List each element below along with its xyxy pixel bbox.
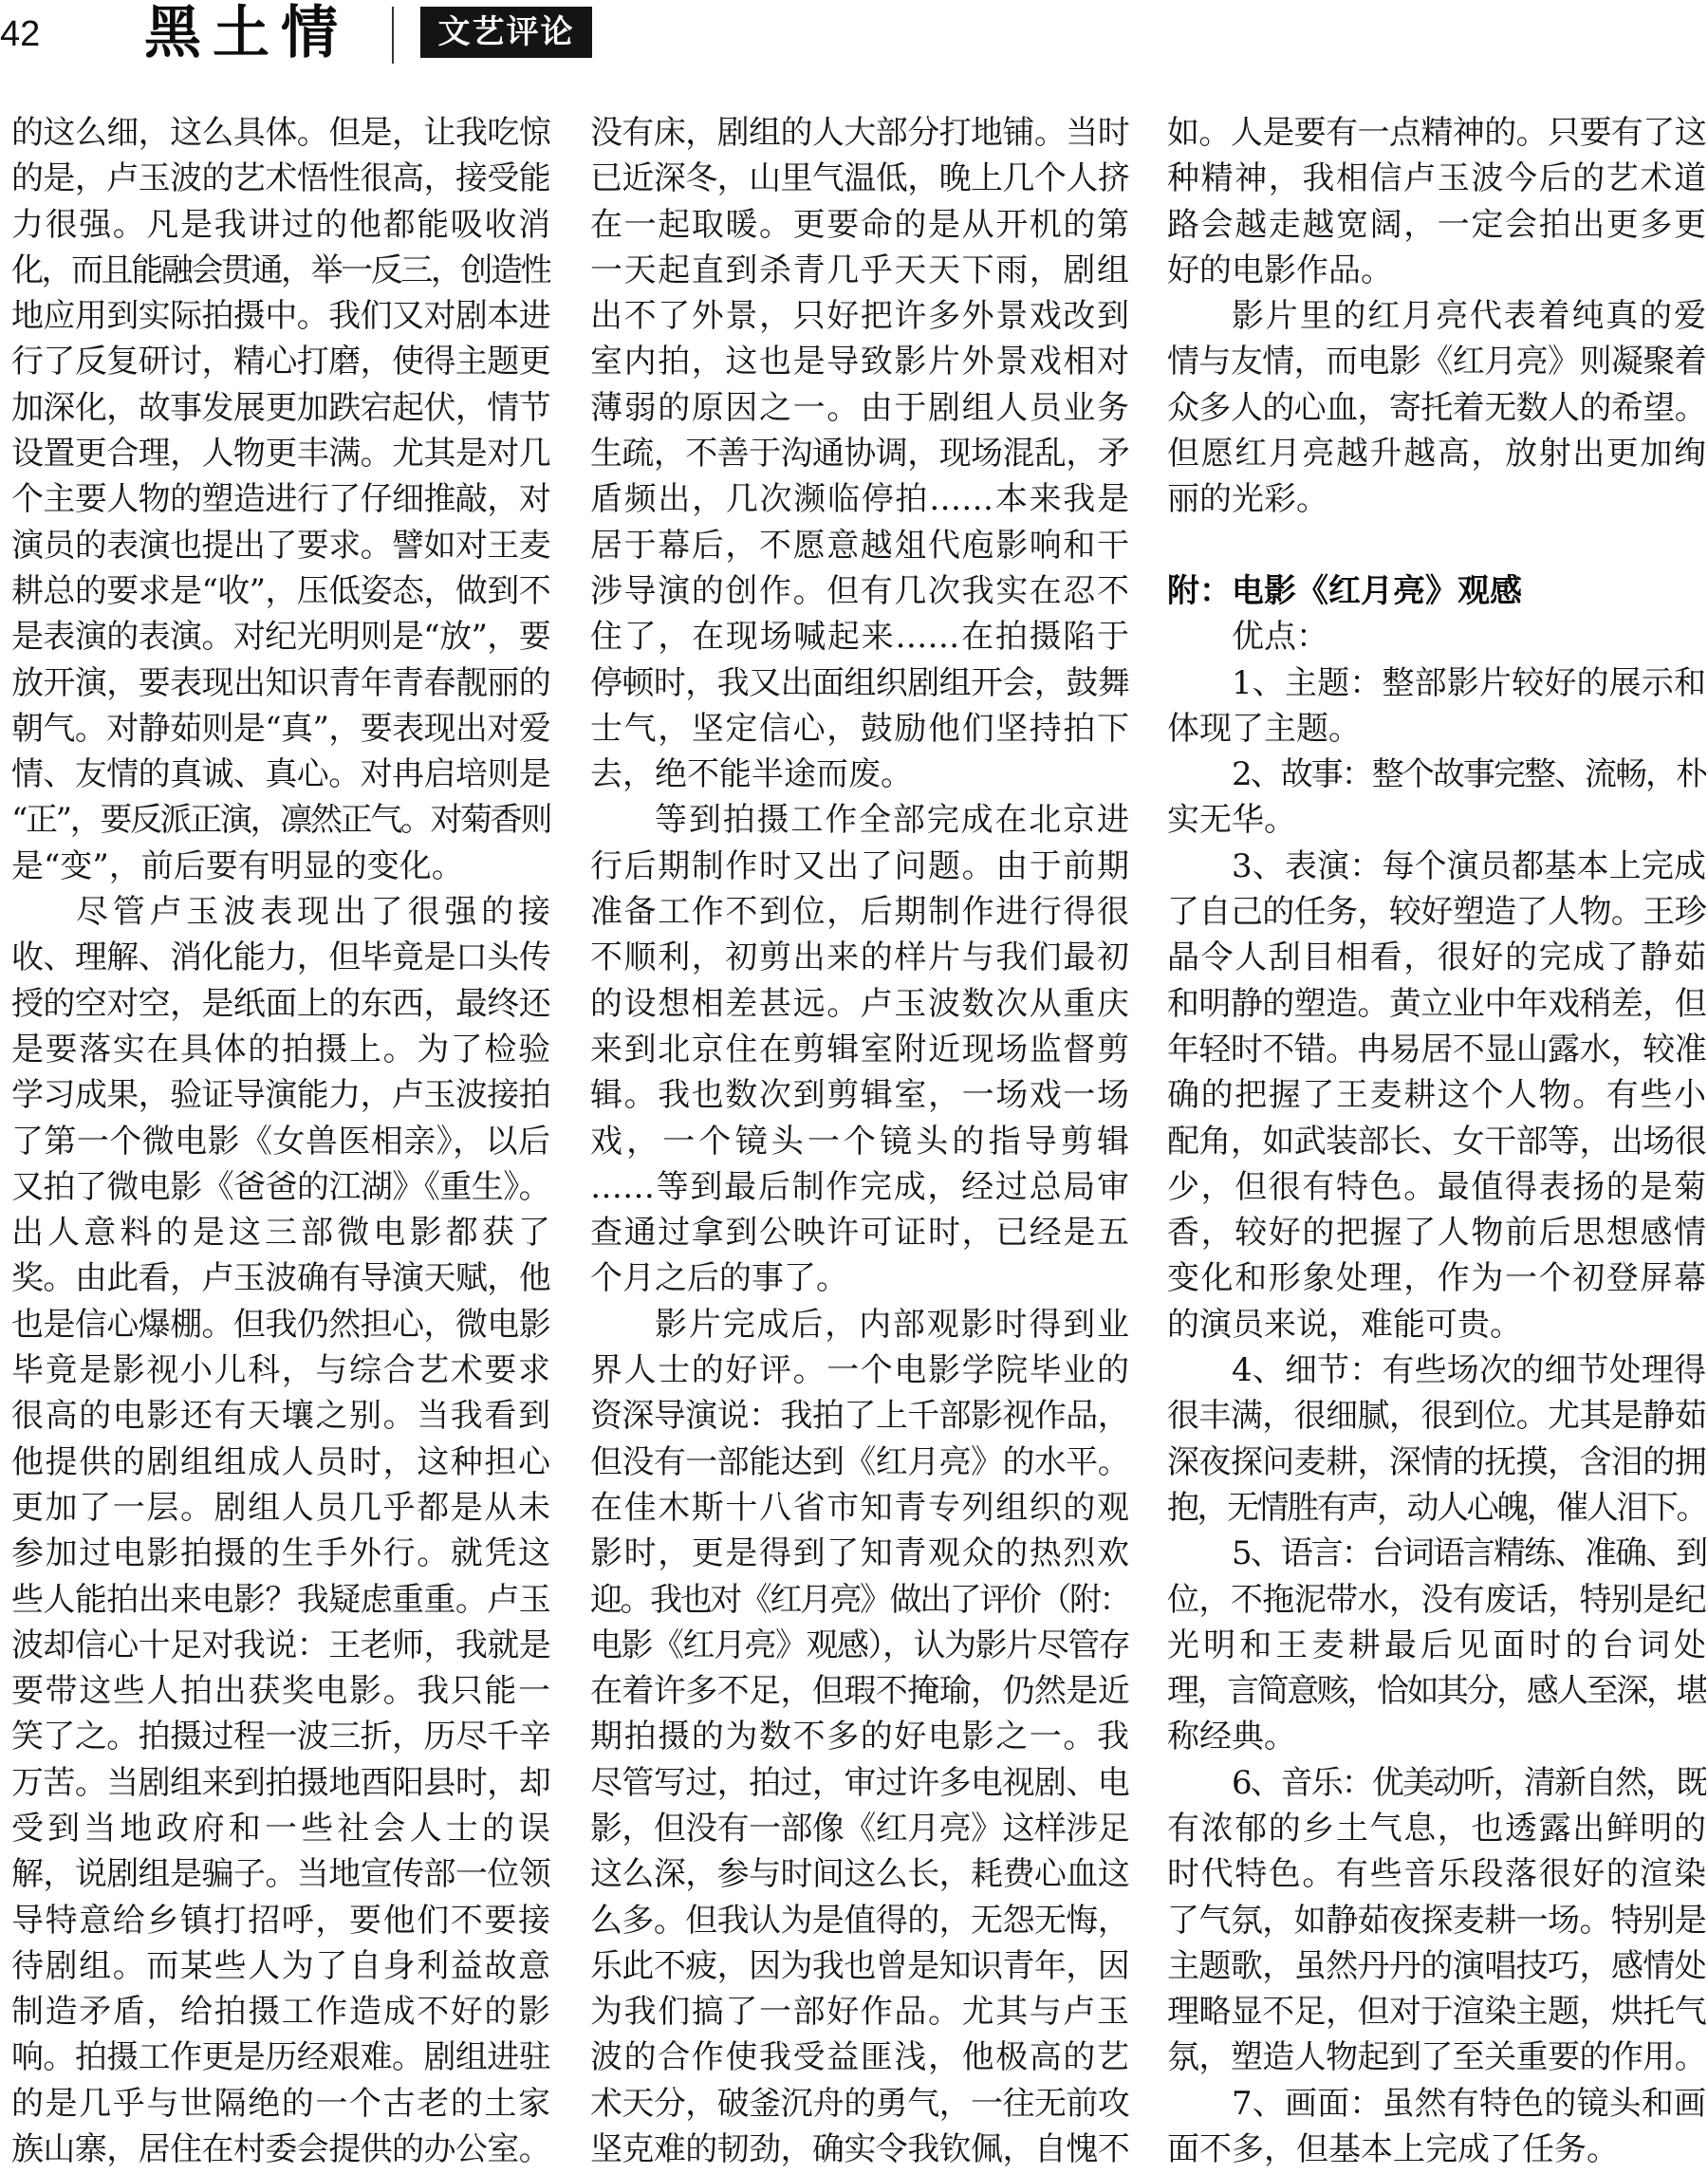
- text-line: 坚克难的韧劲，确实令我钦佩，自愧不: [590, 2130, 1129, 2169]
- text-line: “正”，要反派正演，凛然正气。对菊香则: [11, 801, 550, 840]
- text-line: 丽的光彩。: [1167, 480, 1328, 519]
- text-line: 情、友情的真诚、真心。对冉启培则是: [11, 755, 550, 794]
- text-line: 迎。我也对《红月亮》做出了评价（附：: [590, 1580, 1129, 1619]
- text-line: 的演员来说，难能可贵。: [1167, 1305, 1522, 1344]
- text-line: 如。人是要有一点精神的。只要有了这: [1167, 114, 1706, 152]
- text-line: 些人能拍出来电影？我疑虑重重。卢玉: [11, 1580, 550, 1619]
- paragraph: [1167, 2081, 1706, 2173]
- text-line: 2、故事：整个故事完整、流畅，朴: [1232, 755, 1706, 794]
- text-line: 笑了之。拍摄过程一波三折，历尽千辛: [11, 1718, 550, 1756]
- text-line: 和明静的塑造。黄立业中年戏稍差，但: [1167, 984, 1706, 1023]
- text-line: 位，不拖泥带水，没有废话，特别是纪: [1167, 1580, 1706, 1619]
- text-line: 但愿红月亮越升越高，放射出更加绚: [1167, 435, 1706, 474]
- text-line: 参加过电影拍摄的生手外行。就凭这: [11, 1534, 550, 1573]
- paragraph: [1167, 110, 1706, 293]
- text-line: 主题歌，虽然丹丹的演唱技巧，感情处: [1167, 1946, 1706, 1985]
- text-line: 种精神，我相信卢玉波今后的艺术道: [1167, 159, 1706, 198]
- text-line: 在一起取暖。更要命的是从开机的第: [590, 205, 1129, 244]
- text-line: 的是几乎与世隔绝的一个古老的土家: [11, 2084, 550, 2123]
- text-line: ……等到最后制作完成，经过总局审: [590, 1167, 1129, 1206]
- text-line: 去，绝不能半途而废。: [590, 755, 913, 794]
- text-line: 准备工作不到位，后期制作进行得很: [590, 893, 1129, 932]
- text-line: 奖。由此看，卢玉波确有导演天赋，他: [11, 1259, 550, 1298]
- text-line: 好的电影作品。: [1167, 251, 1393, 289]
- text-line: 更加了一层。剧组人员几乎都是从未: [11, 1488, 550, 1527]
- text-line: 时代特色。有些音乐段落很好的渲染: [1167, 1855, 1706, 1894]
- text-line: 但没有一部能达到《红月亮》的水平。: [590, 1442, 1129, 1481]
- text-line: 路会越走越宽阔，一定会拍出更多更: [1167, 205, 1706, 244]
- paragraph: [1167, 660, 1706, 753]
- text-line: 授的空对空，是纸面上的东西，最终还: [11, 984, 550, 1023]
- text-line: 薄弱的原因之一。由于剧组人员业务: [590, 388, 1129, 427]
- text-line: 出不了外景，只好把许多外景戏改到: [590, 297, 1129, 336]
- text-line: 盾频出，几次濒临停拍……本来我是: [590, 480, 1129, 519]
- text-line: 辑。我也数次到剪辑室，一场戏一场: [590, 1076, 1129, 1115]
- text-column: [11, 110, 550, 2172]
- text-line: 为我们搞了一部好作品。尤其与卢玉: [590, 1993, 1129, 2032]
- text-line: 电影《红月亮》观感），认为影片尽管存: [590, 1626, 1129, 1664]
- text-line: 解，说剧组是骗子。当地宣传部一位领: [11, 1855, 550, 1894]
- text-line: 了气氛，如静茹夜探麦耕一场。特别是: [1167, 1901, 1706, 1940]
- text-line: 生疏，不善于沟通协调，现场混乱，矛: [590, 435, 1129, 474]
- text-line: 涉导演的创作。但有几次我实在忍不: [590, 571, 1129, 610]
- text-line: 影时，更是得到了知青观众的热烈欢: [590, 1534, 1129, 1573]
- text-line: 响。拍摄工作更是历经艰难。剧组进驻: [11, 2038, 550, 2077]
- text-line: 抱，无情胜有声，动人心魄，催人泪下。: [1167, 1488, 1706, 1527]
- text-line: 加深化，故事发展更加跌宕起伏，情节: [11, 388, 550, 427]
- text-line: 波却信心十足对我说：王老师，我就是: [11, 1626, 550, 1664]
- paragraph: [1167, 844, 1706, 1347]
- paragraph: [1167, 752, 1706, 844]
- text-line: 1、主题：整部影片较好的展示和: [1232, 663, 1706, 702]
- text-line: 么多。但我认为是值得的，无怨无悔，: [590, 1901, 1129, 1940]
- paragraph: [590, 797, 1129, 1301]
- text-line: 没有床，剧组的人大部分打地铺。当时: [590, 114, 1129, 152]
- text-line: 收、理解、消化能力，但毕竟是口头传: [11, 938, 550, 977]
- text-line: 一天起直到杀青几乎天天下雨，剧组: [590, 251, 1129, 289]
- text-line: 要带这些人拍出获奖电影。我只能一: [11, 1672, 550, 1711]
- text-line: 查通过拿到公映许可证时，已经是五: [590, 1214, 1129, 1253]
- header-divider: [392, 7, 394, 64]
- text-line: 个主要人物的塑造进行了仔细推敲，对: [11, 480, 550, 519]
- text-line: 学习成果，验证导演能力，卢玉波接拍: [11, 1076, 550, 1115]
- text-line: 出人意料的是这三部微电影都获了: [11, 1214, 550, 1253]
- text-line: 士气，坚定信心，鼓励他们坚持拍下: [590, 709, 1129, 748]
- text-line: 5、语言：台词语言精练、准确、到: [1232, 1534, 1706, 1573]
- text-line: 的是，卢玉波的艺术悟性很高，接受能: [11, 159, 550, 198]
- text-line: 配角，如武装部长、女干部等，出场很: [1167, 1122, 1706, 1161]
- text-line: 很丰满，很细腻，很到位。尤其是静茹: [1167, 1397, 1706, 1436]
- text-line: 有浓郁的乡土气息，也透露出鲜明的: [1167, 1809, 1706, 1848]
- text-line: 优点：: [1232, 618, 1328, 657]
- text-line: 情与友情，而电影《红月亮》则凝聚着: [1167, 343, 1706, 381]
- text-line: 力很强。凡是我讲过的他都能吸收消: [11, 205, 550, 244]
- text-line: 是要落实在具体的拍摄上。为了检验: [11, 1030, 550, 1068]
- text-line: 面不多，但基本上完成了任务。: [1167, 2130, 1619, 2169]
- text-line: 影片完成后，内部观影时得到业: [655, 1305, 1129, 1344]
- text-line: 少，但很有特色。最值得表扬的是菊: [1167, 1167, 1706, 1206]
- text-line: 3、表演：每个演员都基本上完成: [1232, 846, 1706, 885]
- text-line: 居于幕后，不愿意越俎代庖影响和干: [590, 526, 1129, 565]
- text-line: 很高的电影还有天壤之别。当我看到: [11, 1397, 550, 1436]
- text-line: 尽管卢玉波表现出了很强的接: [76, 893, 550, 932]
- text-line: 体现了主题。: [1167, 709, 1361, 748]
- text-line: 波的合作使我受益匪浅，他极高的艺: [590, 2038, 1129, 2077]
- text-line: 附：电影《红月亮》观感: [1167, 571, 1522, 610]
- text-line: 6、音乐：优美动听，清新自然，既: [1232, 1763, 1706, 1802]
- text-line: 受到当地政府和一些社会人士的误: [11, 1809, 550, 1848]
- text-line: 耕总的要求是“收”，压低姿态，做到不: [11, 571, 550, 610]
- text-line: 年轻时不错。冉易居不显山露水，较准: [1167, 1030, 1706, 1068]
- text-line: 住了，在现场喊起来……在拍摄陷于: [590, 618, 1129, 657]
- text-line: 资深导演说：我拍了上千部影视作品，: [590, 1397, 1129, 1436]
- paragraph: [1167, 1760, 1706, 2081]
- text-line: 朝气。对静茹则是“真”，要表现出对爱: [11, 709, 550, 748]
- text-column: [590, 110, 1129, 2172]
- text-line: 这么深，参与时间这么长，耗费心血这: [590, 1855, 1129, 1894]
- text-line: 理略显不足，但对于渲染主题，烘托气: [1167, 1993, 1706, 2032]
- text-line: 万苦。当剧组来到拍摄地酉阳县时，却: [11, 1763, 550, 1802]
- paragraph: [11, 110, 550, 889]
- text-line: 停顿时，我又出面组织剧组开会，鼓舞: [590, 663, 1129, 702]
- text-line: 是“变”，前后要有明显的变化。: [11, 846, 464, 885]
- text-line: 影片里的红月亮代表着纯真的爱: [1232, 297, 1706, 336]
- text-line: 众多人的心血，寄托着无数人的希望。: [1167, 388, 1706, 427]
- magazine-logo: 黑土情: [144, 0, 349, 66]
- text-line: 导特意给乡镇打招呼，要他们不要接: [11, 1901, 550, 1940]
- text-line: 期拍摄的为数不多的好电影之一。我: [590, 1718, 1129, 1756]
- page-number: 42: [0, 14, 41, 54]
- text-line: 室内拍，这也是导致影片外景戏相对: [590, 343, 1129, 381]
- text-line: 7、画面：虽然有特色的镜头和画: [1232, 2084, 1706, 2123]
- text-line: 确的把握了王麦耕这个人物。有些小: [1167, 1076, 1706, 1115]
- text-line: 族山寨，居住在村委会提供的办公室。: [11, 2130, 550, 2169]
- appendix-heading: [1167, 568, 1706, 614]
- text-line: 4、细节：有些场次的细节处理得: [1232, 1351, 1706, 1390]
- text-column: [1167, 110, 1706, 2172]
- text-line: 化，而且能融会贯通，举一反三，创造性: [11, 251, 550, 289]
- text-line: 待剧组。而某些人为了自身利益故意: [11, 1946, 550, 1985]
- text-line: 是表演的表演。对纪光明则是“放”，要: [11, 618, 550, 657]
- text-line: 了第一个微电影《女兽医相亲》，以后: [11, 1122, 550, 1161]
- text-line: 行了反复研讨，精心打磨，使得主题更: [11, 343, 550, 381]
- text-line: 理，言简意赅，恰如其分，感人至深，堪: [1167, 1672, 1706, 1711]
- text-line: 制造矛盾，给拍摄工作造成不好的影: [11, 1993, 550, 2032]
- text-line: 个月之后的事了。: [590, 1259, 848, 1298]
- text-line: 来到北京住在剪辑室附近现场监督剪: [590, 1030, 1129, 1068]
- text-line: 地应用到实际拍摄中。我们又对剧本进: [11, 297, 550, 336]
- paragraph: [1167, 1347, 1706, 1531]
- text-line: 氛，塑造人物起到了至关重要的作用。: [1167, 2038, 1706, 2077]
- text-line: 等到拍摄工作全部完成在北京进: [655, 801, 1129, 840]
- paragraph: [590, 1302, 1129, 2173]
- text-line: 尽管写过，拍过，审过许多电视剧、电: [590, 1763, 1129, 1802]
- text-line: 放开演，要表现出知识青年青春靓丽的: [11, 663, 550, 702]
- text-line: 不顺利，初剪出来的样片与我们最初: [590, 938, 1129, 977]
- text-line: 乐此不疲，因为我也曾是知识青年，因: [590, 1946, 1129, 1985]
- section-label: 文艺评论: [420, 7, 592, 58]
- text-line: 又拍了微电影《爸爸的江湖》《重生》。: [11, 1167, 550, 1206]
- text-line: 影，但没有一部像《红月亮》这样涉足: [590, 1809, 1129, 1848]
- paragraph: [1167, 1531, 1706, 1759]
- text-line: 他提供的剧组组成人员时，这种担心: [11, 1442, 550, 1481]
- text-line: 术天分，破釜沉舟的勇气，一往无前攻: [590, 2084, 1129, 2123]
- text-line: 深夜探问麦耕，深情的抚摸，含泪的拥: [1167, 1442, 1706, 1481]
- paragraph: [1167, 614, 1706, 660]
- text-line: 毕竟是影视小儿科，与综合艺术要求: [11, 1351, 550, 1390]
- text-line: 实无华。: [1167, 801, 1296, 840]
- text-line: 界人士的好评。一个电影学院毕业的: [590, 1351, 1129, 1390]
- text-line: 了自己的任务，较好塑造了人物。王珍: [1167, 893, 1706, 932]
- text-line: 演员的表演也提出了要求。譬如对王麦: [11, 526, 550, 565]
- text-line: 的设想相差甚远。卢玉波数次从重庆: [590, 984, 1129, 1023]
- paragraph: [590, 110, 1129, 797]
- text-line: 在佳木斯十八省市知青专列组织的观: [590, 1488, 1129, 1527]
- text-line: 也是信心爆棚。但我仍然担心，微电影: [11, 1305, 550, 1344]
- text-line: 戏，一个镜头一个镜头的指导剪辑: [590, 1122, 1129, 1161]
- text-line: 设置更合理，人物更丰满。尤其是对几: [11, 435, 550, 474]
- text-line: 变化和形象处理，作为一个初登屏幕: [1167, 1259, 1706, 1298]
- text-line: 光明和王麦耕最后见面时的台词处: [1167, 1626, 1706, 1664]
- text-line: 香，较好的把握了人物前后思想感情: [1167, 1214, 1706, 1253]
- paragraph: [11, 889, 550, 2172]
- text-line: 晶令人刮目相看，很好的完成了静茹: [1167, 938, 1706, 977]
- text-line: 行后期制作时又出了问题。由于前期: [590, 846, 1129, 885]
- text-line: 已近深冬，山里气温低，晚上几个人挤: [590, 159, 1129, 198]
- paragraph: [1167, 293, 1706, 522]
- text-line: 的这么细，这么具体。但是，让我吃惊: [11, 114, 550, 152]
- text-line: 在着许多不足，但瑕不掩瑜，仍然是近: [590, 1672, 1129, 1711]
- text-line: 称经典。: [1167, 1718, 1296, 1756]
